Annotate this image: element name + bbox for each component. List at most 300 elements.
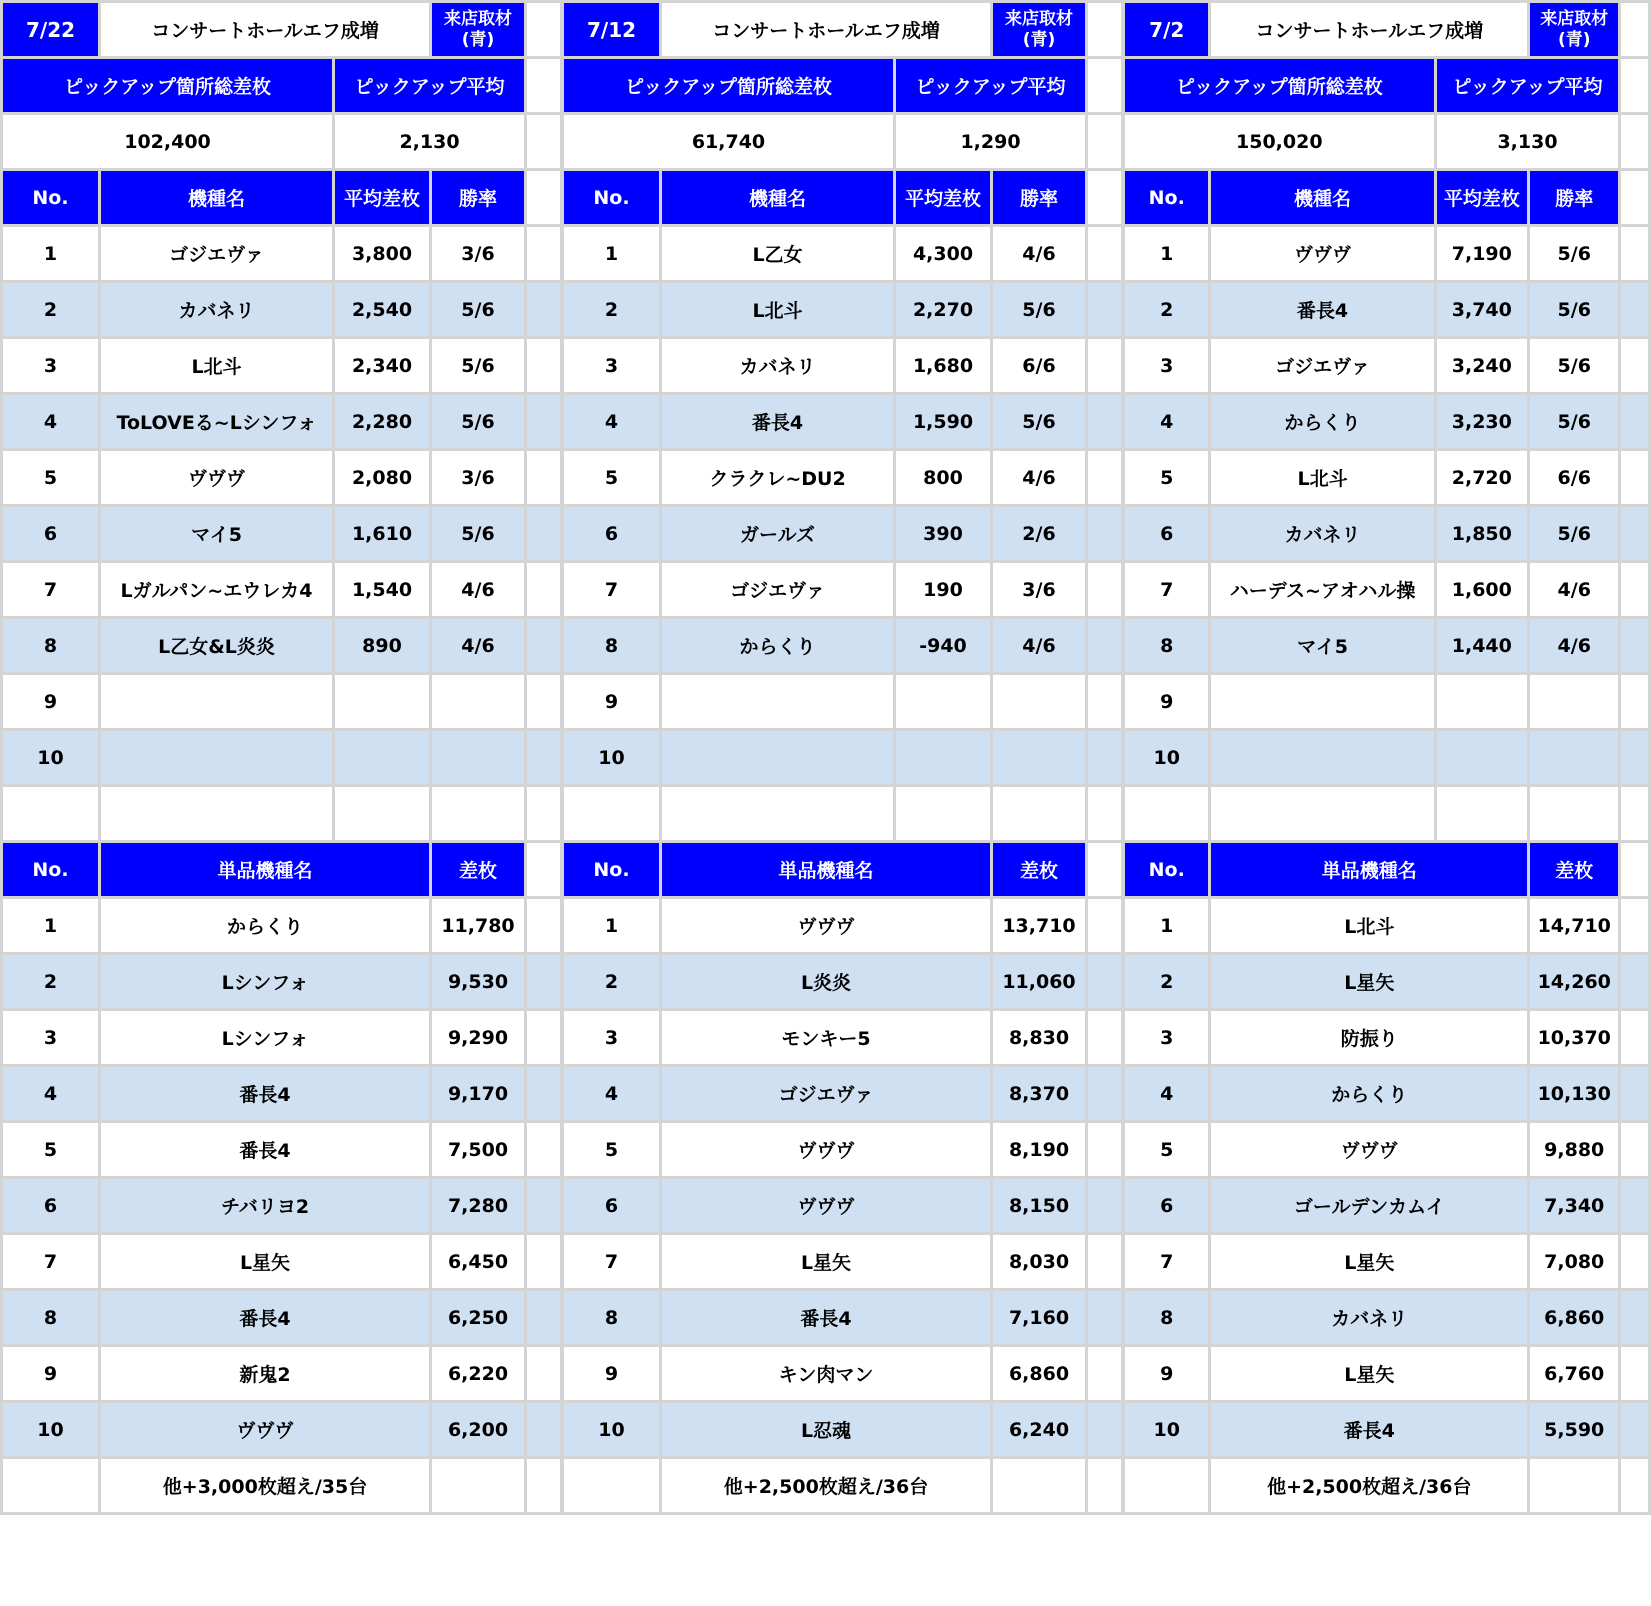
- header-row: [563, 2, 1123, 58]
- rank-machine: クラクレ~DU2: [661, 450, 895, 506]
- rank-rate: [1529, 674, 1620, 730]
- rank-rate: 3/6: [992, 562, 1087, 618]
- rank-no: 9: [563, 674, 661, 730]
- single-diff: 7,500: [431, 1122, 526, 1178]
- single-machine: ヴヴヴ: [661, 1122, 992, 1178]
- rank-machine: カバネリ: [1210, 506, 1435, 562]
- gap-cell: [526, 58, 562, 114]
- table-row: [563, 1122, 1123, 1178]
- col-machine-header: 機種名: [1210, 170, 1435, 226]
- single-no: 3: [563, 1010, 661, 1066]
- table-row: [563, 506, 1123, 562]
- single-diff: 8,370: [992, 1066, 1087, 1122]
- gap-cell: [1087, 282, 1123, 338]
- pickup-total-value: 102,400: [2, 114, 334, 170]
- rank-machine: [661, 730, 895, 786]
- visit-tag-line1: 来店取材: [1005, 8, 1073, 29]
- single-machine: L星矢: [1210, 954, 1529, 1010]
- gap-cell: [1087, 506, 1123, 562]
- table-row: [1124, 1178, 1650, 1234]
- blank-cell: [1529, 786, 1620, 842]
- single-machine: ヴヴヴ: [1210, 1122, 1529, 1178]
- footer-row: [1124, 1458, 1650, 1514]
- rank-no: 4: [2, 394, 100, 450]
- gap-cell: [1620, 1234, 1650, 1290]
- gap-cell: [1087, 450, 1123, 506]
- date-cell: 7/12: [563, 2, 661, 58]
- gap-cell: [526, 114, 562, 170]
- gap-cell: [1087, 170, 1123, 226]
- single-diff: 14,260: [1529, 954, 1620, 1010]
- single-diff: 14,710: [1529, 898, 1620, 954]
- gap-cell: [1087, 338, 1123, 394]
- blank-cell: [1435, 786, 1528, 842]
- table-row: [2, 1122, 562, 1178]
- rank-no: 9: [1124, 674, 1210, 730]
- single-diff: 11,780: [431, 898, 526, 954]
- pickup-total-value: 61,740: [563, 114, 895, 170]
- rank-machine: [1210, 730, 1435, 786]
- rank-avg: 1,610: [334, 506, 431, 562]
- rank-machine: ガールズ: [661, 506, 895, 562]
- single-no: 4: [1124, 1066, 1210, 1122]
- single-machine: 番長4: [100, 1066, 431, 1122]
- rank-avg: 4,300: [895, 226, 992, 282]
- rank-rate: 4/6: [992, 226, 1087, 282]
- gap-cell: [1087, 1010, 1123, 1066]
- rank-no: 4: [1124, 394, 1210, 450]
- gap-cell: [1087, 730, 1123, 786]
- table-row: [1124, 1290, 1650, 1346]
- pickup-total-header: ピックアップ箇所総差枚: [563, 58, 895, 114]
- gap-cell: [526, 2, 562, 58]
- rank-machine: L北斗: [1210, 450, 1435, 506]
- rank-machine: ヴヴヴ: [100, 450, 334, 506]
- single-machine: キン肉マン: [661, 1346, 992, 1402]
- singles-header-row: [563, 842, 1123, 898]
- table-row: [563, 282, 1123, 338]
- rank-rate: 3/6: [431, 450, 526, 506]
- rank-rate: 4/6: [992, 618, 1087, 674]
- footer-row: [2, 1458, 562, 1514]
- single-no: 10: [2, 1402, 100, 1458]
- gap-cell: [1620, 954, 1650, 1010]
- rank-no: 10: [563, 730, 661, 786]
- single-machine: ゴールデンカムイ: [1210, 1178, 1529, 1234]
- rank-machine: からくり: [1210, 394, 1435, 450]
- single-machine: ゴジエヴァ: [661, 1066, 992, 1122]
- table-row: [1124, 1122, 1650, 1178]
- rank-avg: 190: [895, 562, 992, 618]
- rank-no: 1: [563, 226, 661, 282]
- blank-cell: [1124, 1458, 1210, 1514]
- gap-cell: [1620, 1178, 1650, 1234]
- pickup-total-header: ピックアップ箇所総差枚: [1124, 58, 1436, 114]
- table-row: [2, 954, 562, 1010]
- rank-avg: 1,600: [1435, 562, 1528, 618]
- gap-cell: [1620, 562, 1650, 618]
- rank-machine: 番長4: [1210, 282, 1435, 338]
- single-diff: 8,190: [992, 1122, 1087, 1178]
- rank-no: 6: [563, 506, 661, 562]
- single-diff: 6,860: [992, 1346, 1087, 1402]
- single-machine: 番長4: [100, 1122, 431, 1178]
- gap-cell: [1620, 2, 1650, 58]
- table-row: [2, 338, 562, 394]
- rank-no: 5: [563, 450, 661, 506]
- rank-avg: [334, 674, 431, 730]
- rank-avg: 2,720: [1435, 450, 1528, 506]
- rank-rate: 4/6: [992, 450, 1087, 506]
- footer-row: [563, 1458, 1123, 1514]
- single-machine: 番長4: [1210, 1402, 1529, 1458]
- rank-machine: [100, 730, 334, 786]
- table-row: [2, 1402, 562, 1458]
- store-title: コンサートホールエフ成増: [1210, 2, 1529, 58]
- gap-cell: [526, 786, 562, 842]
- blank-cell: [334, 786, 431, 842]
- blank-cell: [431, 786, 526, 842]
- blank-cell: [1210, 786, 1435, 842]
- rank-machine: L乙女&L炎炎: [100, 618, 334, 674]
- table-row: [1124, 954, 1650, 1010]
- gap-cell: [1087, 1458, 1123, 1514]
- table-row: [1124, 226, 1650, 282]
- single-machine: ヴヴヴ: [661, 898, 992, 954]
- single-diff: 6,760: [1529, 1346, 1620, 1402]
- single-no: 5: [563, 1122, 661, 1178]
- table-row: [563, 730, 1123, 786]
- single-diff: 9,290: [431, 1010, 526, 1066]
- gap-cell: [1087, 954, 1123, 1010]
- table-row: [2, 1066, 562, 1122]
- rank-machine: Lガルパン~エウレカ4: [100, 562, 334, 618]
- rank-machine: カバネリ: [100, 282, 334, 338]
- gap-cell: [1620, 786, 1650, 842]
- table-row: [2, 1178, 562, 1234]
- single-no: 5: [1124, 1122, 1210, 1178]
- spacer-row: [2, 786, 562, 842]
- table-row: [563, 226, 1123, 282]
- single-machine: L星矢: [100, 1234, 431, 1290]
- date-cell: 7/22: [2, 2, 100, 58]
- table-row: [1124, 1010, 1650, 1066]
- rank-header-row: [2, 170, 562, 226]
- gap-cell: [1087, 114, 1123, 170]
- pickup-total-header: ピックアップ箇所総差枚: [2, 58, 334, 114]
- single-no: 7: [563, 1234, 661, 1290]
- rank-rate: 5/6: [1529, 282, 1620, 338]
- table-row: [2, 1234, 562, 1290]
- spacer-row: [1124, 786, 1650, 842]
- gap-cell: [1620, 506, 1650, 562]
- gap-cell: [526, 674, 562, 730]
- rank-no: 6: [1124, 506, 1210, 562]
- table-row: [563, 394, 1123, 450]
- table-row: [563, 562, 1123, 618]
- panel-table: [1122, 0, 1651, 1515]
- pickup-avg-header: ピックアップ平均: [895, 58, 1087, 114]
- single-diff: 7,160: [992, 1290, 1087, 1346]
- single-no: 4: [2, 1066, 100, 1122]
- rank-machine: 番長4: [661, 394, 895, 450]
- single-no: 7: [2, 1234, 100, 1290]
- rank-machine: ゴジエヴァ: [100, 226, 334, 282]
- rank-rate: 4/6: [1529, 562, 1620, 618]
- table-row: [1124, 394, 1650, 450]
- rank-no: 2: [563, 282, 661, 338]
- gap-cell: [1087, 394, 1123, 450]
- rank-no: 3: [2, 338, 100, 394]
- gap-cell: [1087, 1178, 1123, 1234]
- rank-no: 10: [2, 730, 100, 786]
- gap-cell: [1620, 1346, 1650, 1402]
- single-machine: ヴヴヴ: [661, 1178, 992, 1234]
- rank-rate: [992, 730, 1087, 786]
- single-no: 1: [2, 898, 100, 954]
- gap-cell: [1620, 1290, 1650, 1346]
- col-rate-header: 勝率: [431, 170, 526, 226]
- single-no: 8: [2, 1290, 100, 1346]
- rank-machine: L北斗: [100, 338, 334, 394]
- rank-rate: [431, 730, 526, 786]
- single-diff: 7,080: [1529, 1234, 1620, 1290]
- single-diff: 8,830: [992, 1010, 1087, 1066]
- table-row: [563, 1290, 1123, 1346]
- gap-cell: [1620, 1066, 1650, 1122]
- panel-table: [0, 0, 563, 1515]
- gap-cell: [526, 898, 562, 954]
- rank-avg: [895, 674, 992, 730]
- rank-no: 1: [2, 226, 100, 282]
- rank-machine: [100, 674, 334, 730]
- single-no: 2: [1124, 954, 1210, 1010]
- table-row: [563, 1066, 1123, 1122]
- rank-avg: [895, 730, 992, 786]
- store-title: コンサートホールエフ成増: [661, 2, 992, 58]
- rank-machine: ゴジエヴァ: [661, 562, 895, 618]
- gap-cell: [526, 226, 562, 282]
- gap-cell: [1087, 674, 1123, 730]
- rank-machine: ToLOVEる~Lシンフォ: [100, 394, 334, 450]
- gap-cell: [526, 842, 562, 898]
- single-no: 2: [2, 954, 100, 1010]
- rank-no: 7: [1124, 562, 1210, 618]
- table-row: [1124, 1234, 1650, 1290]
- rank-machine: ゴジエヴァ: [1210, 338, 1435, 394]
- rank-no: 5: [2, 450, 100, 506]
- gap-cell: [526, 1010, 562, 1066]
- table-row: [1124, 506, 1650, 562]
- rank-no: 8: [2, 618, 100, 674]
- rank-no: 8: [563, 618, 661, 674]
- table-row: [1124, 1066, 1650, 1122]
- gap-cell: [1087, 1346, 1123, 1402]
- table-row: [1124, 562, 1650, 618]
- gap-cell: [526, 394, 562, 450]
- gap-cell: [526, 954, 562, 1010]
- single-no: 3: [1124, 1010, 1210, 1066]
- single-no: 9: [2, 1346, 100, 1402]
- visit-tag: [1529, 2, 1620, 58]
- pickup-avg-header: ピックアップ平均: [1435, 58, 1620, 114]
- rank-avg: 3,240: [1435, 338, 1528, 394]
- rank-machine: ヴヴヴ: [1210, 226, 1435, 282]
- visit-tag-line2: (青): [1022, 29, 1056, 50]
- footer-note: 他+2,500枚超え/36台: [1210, 1458, 1529, 1514]
- single-no: 10: [1124, 1402, 1210, 1458]
- table-row: [1124, 338, 1650, 394]
- single-diff: 9,170: [431, 1066, 526, 1122]
- blank-cell: [1124, 786, 1210, 842]
- rank-rate: 5/6: [1529, 226, 1620, 282]
- single-no: 8: [1124, 1290, 1210, 1346]
- rank-rate: 4/6: [431, 618, 526, 674]
- rank-no: 2: [1124, 282, 1210, 338]
- pickup-value-row: [1124, 114, 1650, 170]
- col-diff-header: 差枚: [1529, 842, 1620, 898]
- col-diff-header: 差枚: [431, 842, 526, 898]
- table-row: [1124, 282, 1650, 338]
- table-row: [2, 1290, 562, 1346]
- col-rate-header: 勝率: [1529, 170, 1620, 226]
- rank-no: 2: [2, 282, 100, 338]
- gap-cell: [1087, 226, 1123, 282]
- pickup-header-row: [1124, 58, 1650, 114]
- table-row: [2, 282, 562, 338]
- gap-cell: [1620, 842, 1650, 898]
- rank-header-row: [563, 170, 1123, 226]
- gap-cell: [1087, 1234, 1123, 1290]
- rank-avg: -940: [895, 618, 992, 674]
- blank-cell: [992, 786, 1087, 842]
- table-row: [2, 506, 562, 562]
- table-row: [1124, 450, 1650, 506]
- rank-rate: 6/6: [1529, 450, 1620, 506]
- table-row: [2, 618, 562, 674]
- single-machine: L星矢: [1210, 1346, 1529, 1402]
- gap-cell: [1620, 618, 1650, 674]
- gap-cell: [1087, 618, 1123, 674]
- rank-avg: 1,850: [1435, 506, 1528, 562]
- col-diff-header: 差枚: [992, 842, 1087, 898]
- rank-no: 5: [1124, 450, 1210, 506]
- rank-avg: 1,590: [895, 394, 992, 450]
- rank-no: 3: [563, 338, 661, 394]
- single-diff: 6,240: [992, 1402, 1087, 1458]
- gap-cell: [1620, 1402, 1650, 1458]
- single-machine: 防振り: [1210, 1010, 1529, 1066]
- gap-cell: [526, 618, 562, 674]
- rank-machine: カバネリ: [661, 338, 895, 394]
- col-machine-header: 機種名: [100, 170, 334, 226]
- single-machine: 番長4: [661, 1290, 992, 1346]
- gap-cell: [1620, 226, 1650, 282]
- panel-1: [561, 0, 1124, 1515]
- rank-rate: 5/6: [992, 282, 1087, 338]
- blank-cell: [100, 786, 334, 842]
- single-diff: 6,860: [1529, 1290, 1620, 1346]
- table-row: [1124, 618, 1650, 674]
- rank-avg: 2,280: [334, 394, 431, 450]
- gap-cell: [526, 170, 562, 226]
- col-no-header: No.: [1124, 842, 1210, 898]
- pickup-avg-value: 2,130: [334, 114, 526, 170]
- col-single-machine-header: 単品機種名: [1210, 842, 1529, 898]
- rank-rate: 4/6: [1529, 618, 1620, 674]
- pickup-avg-value: 3,130: [1435, 114, 1620, 170]
- blank-cell: [2, 1458, 100, 1514]
- single-no: 4: [563, 1066, 661, 1122]
- rank-avg: 890: [334, 618, 431, 674]
- blank-cell: [431, 1458, 526, 1514]
- blank-cell: [563, 1458, 661, 1514]
- single-diff: 10,130: [1529, 1066, 1620, 1122]
- table-row: [563, 1234, 1123, 1290]
- rank-machine: からくり: [661, 618, 895, 674]
- gap-cell: [526, 1234, 562, 1290]
- single-diff: 13,710: [992, 898, 1087, 954]
- visit-tag: [431, 2, 526, 58]
- gap-cell: [1087, 2, 1123, 58]
- table-row: [563, 338, 1123, 394]
- gap-cell: [1620, 114, 1650, 170]
- panel-0: [0, 0, 563, 1515]
- rank-rate: 4/6: [431, 562, 526, 618]
- rank-rate: [992, 674, 1087, 730]
- gap-cell: [1620, 282, 1650, 338]
- rank-avg: 2,270: [895, 282, 992, 338]
- singles-header-row: [1124, 842, 1650, 898]
- rank-avg: 3,740: [1435, 282, 1528, 338]
- gap-cell: [1087, 842, 1123, 898]
- single-diff: 8,150: [992, 1178, 1087, 1234]
- header-row: [1124, 2, 1650, 58]
- table-row: [563, 1178, 1123, 1234]
- gap-cell: [526, 338, 562, 394]
- single-no: 6: [1124, 1178, 1210, 1234]
- rank-machine: [661, 674, 895, 730]
- rank-rate: 2/6: [992, 506, 1087, 562]
- rank-avg: 3,230: [1435, 394, 1528, 450]
- gap-cell: [526, 1402, 562, 1458]
- rank-rate: [431, 674, 526, 730]
- single-no: 1: [563, 898, 661, 954]
- single-no: 6: [563, 1178, 661, 1234]
- table-row: [563, 954, 1123, 1010]
- table-row: [2, 730, 562, 786]
- gap-cell: [526, 506, 562, 562]
- rank-rate: 6/6: [992, 338, 1087, 394]
- gap-cell: [526, 450, 562, 506]
- rank-rate: 3/6: [431, 226, 526, 282]
- rank-machine: L乙女: [661, 226, 895, 282]
- single-machine: L北斗: [1210, 898, 1529, 954]
- rank-header-row: [1124, 170, 1650, 226]
- visit-tag-line2: (青): [1557, 29, 1591, 50]
- visit-tag-line2: (青): [461, 29, 495, 50]
- gap-cell: [1620, 898, 1650, 954]
- gap-cell: [1087, 1122, 1123, 1178]
- singles-header-row: [2, 842, 562, 898]
- single-machine: Lシンフォ: [100, 954, 431, 1010]
- gap-cell: [526, 730, 562, 786]
- col-avg-header: 平均差枚: [1435, 170, 1528, 226]
- rank-no: 7: [2, 562, 100, 618]
- single-machine: L星矢: [1210, 1234, 1529, 1290]
- rank-avg: [1435, 730, 1528, 786]
- gap-cell: [1087, 1402, 1123, 1458]
